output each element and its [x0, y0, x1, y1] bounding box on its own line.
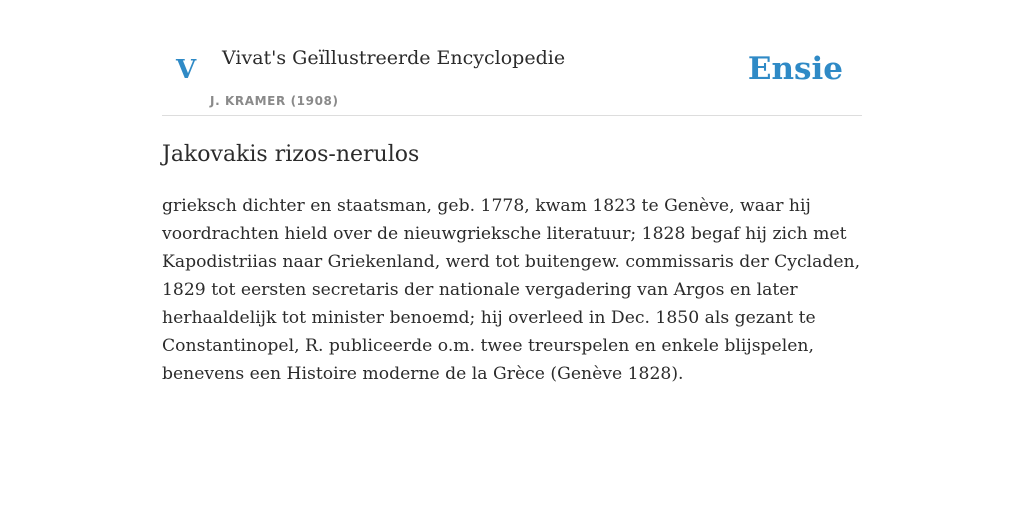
- book-header: [162, 0, 862, 116]
- entry-body-line: 1829 tot eersten secretaris der nationale vergadering van Argos en later: [162, 280, 798, 300]
- book-logo-letter[interactable]: V: [176, 55, 197, 85]
- page-container: [162, 0, 862, 384]
- entry-body: [162, 192, 862, 388]
- entry-body-line: herhaaldelijk tot minister benoemd; hij overleed in Dec. 1850 als gezant te: [162, 308, 816, 328]
- entry-body-line: Kapodistriias naar Griekenland, werd tot buitengew. commissaris der Cycladen,: [162, 252, 861, 272]
- entry-title: Jakovakis rizos-nerulos: [162, 142, 420, 167]
- book-title[interactable]: Vivat's Geïllustreerde Encyclopedie: [222, 47, 566, 69]
- brand-logo[interactable]: Ensie: [747, 51, 843, 87]
- entry-body-line: grieksch dichter en staatsman, geb. 1778, kwam 1823 te Genève, waar hij: [162, 196, 811, 216]
- entry-body-line: voordrachten hield over de nieuwgrieksche literatuur; 1828 begaf hij zich met: [162, 224, 847, 244]
- entry-body-line: Constantinopel, R. publiceerde o.m. twee treurspelen en enkele blijspelen,: [162, 336, 814, 356]
- book-author: J. KRAMER (1908): [210, 94, 339, 108]
- entry-body-line: benevens een Histoire moderne de la Grèce (Genève 1828).: [162, 364, 684, 384]
